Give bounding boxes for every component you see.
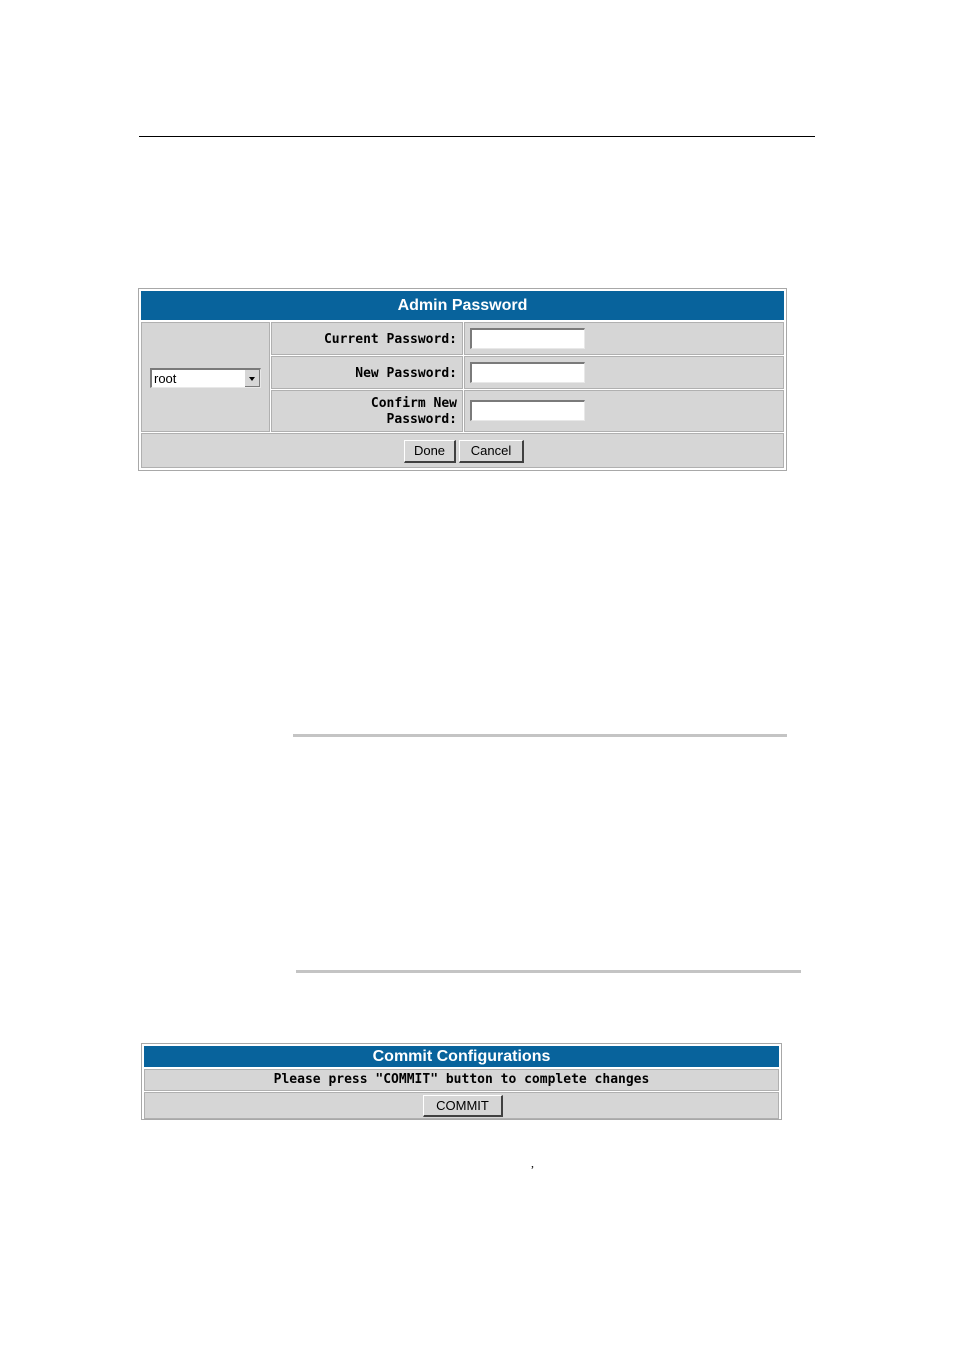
section-divider bbox=[296, 970, 801, 973]
chevron-down-icon[interactable] bbox=[244, 370, 260, 387]
stray-comma: , bbox=[531, 1156, 534, 1170]
admin-password-title: Admin Password bbox=[141, 291, 784, 320]
current-password-cell bbox=[464, 322, 784, 355]
new-password-input[interactable] bbox=[470, 362, 585, 383]
user-select-cell bbox=[141, 322, 270, 432]
commit-configurations-title: Commit Configurations bbox=[144, 1046, 779, 1067]
confirm-password-label bbox=[271, 390, 463, 432]
admin-password-actions bbox=[141, 433, 784, 468]
commit-button[interactable]: COMMIT bbox=[423, 1095, 503, 1117]
done-button[interactable]: Done bbox=[404, 440, 456, 463]
confirm-password-label-line1: Confirm New bbox=[370, 396, 457, 411]
new-password-cell bbox=[464, 356, 784, 389]
user-select-value: root bbox=[154, 371, 177, 386]
commit-actions bbox=[144, 1092, 779, 1119]
current-password-input[interactable] bbox=[470, 328, 585, 349]
cancel-button[interactable]: Cancel bbox=[459, 440, 524, 463]
admin-password-panel bbox=[138, 288, 787, 471]
confirm-password-input[interactable] bbox=[470, 400, 585, 421]
commit-message: Please press "COMMIT" button to complete changes bbox=[144, 1069, 779, 1091]
section-divider bbox=[293, 734, 787, 737]
confirm-password-cell bbox=[464, 390, 784, 432]
new-password-label: New Password: bbox=[271, 356, 463, 389]
user-select[interactable] bbox=[150, 368, 261, 388]
commit-configurations-panel bbox=[141, 1043, 782, 1120]
top-divider bbox=[139, 136, 815, 137]
current-password-label: Current Password: bbox=[271, 322, 463, 355]
confirm-password-label-line2: Password: bbox=[386, 412, 457, 427]
